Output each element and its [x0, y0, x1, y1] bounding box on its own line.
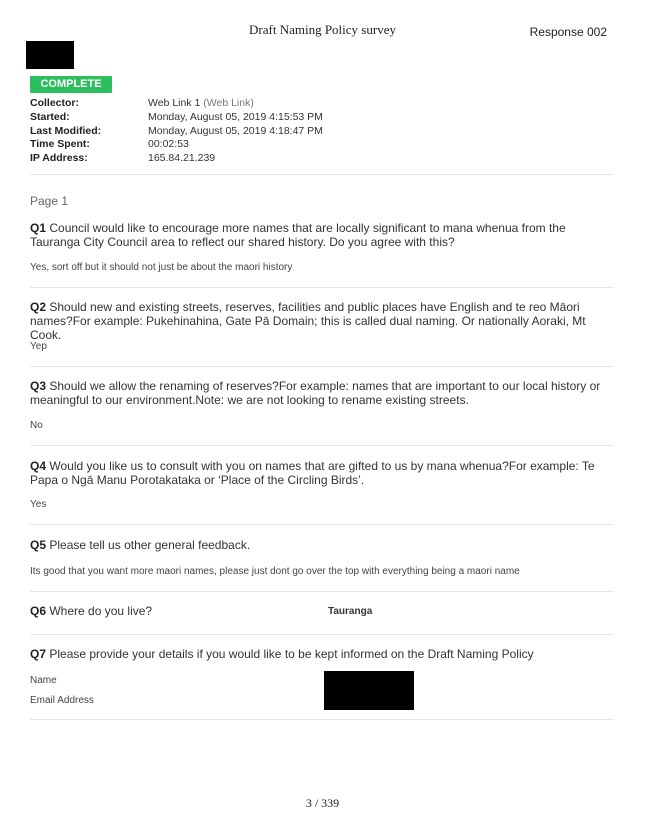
- redacted-details: [324, 671, 414, 710]
- question-text: Council would like to encourage more names that are locally significant to mana whenua from the Tauranga City Council area to reflect our shared history. Do you agree with this?: [30, 221, 566, 249]
- question-text: Please provide your details if you would like to be kept informed on the Draft Naming Policy: [49, 647, 534, 661]
- divider: [30, 174, 614, 175]
- question-text: Where do you live?: [49, 604, 153, 618]
- question-number: Q3: [30, 379, 47, 393]
- page-label: Page 1: [30, 194, 69, 208]
- email-label: Email Address: [30, 695, 94, 706]
- answer-5: Its good that you want more maori names, please just dont go over the top with everything being a maori name: [30, 566, 520, 577]
- meta-ip-address: [30, 152, 330, 166]
- answer-4: Yes: [30, 499, 47, 510]
- question-5: [30, 538, 614, 552]
- status-badge: COMPLETE: [30, 76, 112, 93]
- question-number: Q7: [30, 647, 47, 661]
- response-metadata: [30, 97, 330, 166]
- meta-value: 165.84.21.239: [148, 152, 216, 165]
- question-text: Please tell us other general feedback.: [49, 538, 251, 552]
- meta-label: Last Modified:: [30, 124, 102, 137]
- divider: [30, 366, 614, 367]
- answer-3: No: [30, 420, 43, 431]
- answer-2: Yep: [30, 341, 47, 352]
- question-text: Should we allow the renaming of reserves?For example: names that are important to our local history or meaningful to our environment.Note: we are not looking to rename existing streets.: [30, 379, 601, 407]
- divider: [30, 719, 614, 720]
- page-number: 3 / 339: [305, 796, 340, 810]
- meta-value: Monday, August 05, 2019 4:15:53 PM: [148, 110, 323, 123]
- meta-value: [148, 97, 254, 111]
- divider: [30, 524, 614, 525]
- meta-label: IP Address:: [30, 152, 88, 165]
- divider: [30, 591, 614, 592]
- meta-last-modified: [30, 125, 330, 139]
- divider: [30, 634, 614, 635]
- question-7: [30, 647, 614, 661]
- name-label: Name: [30, 675, 57, 686]
- question-number: Q1: [30, 221, 47, 235]
- question-4: [30, 459, 614, 487]
- meta-value: 00:02:53: [148, 138, 189, 151]
- collector-type: (Web Link): [203, 97, 254, 109]
- question-1: [30, 221, 614, 249]
- meta-value: Monday, August 05, 2019 4:18:47 PM: [148, 124, 323, 137]
- question-3: [30, 379, 614, 407]
- question-number: Q4: [30, 459, 47, 473]
- question-text: Should new and existing streets, reserves, facilities and public places have English and te reo Māori names?For example: Pukehinahina, Gate Pā Domain; this is called dual naming. Or nationally Aoraki, Mt Cook.: [30, 300, 586, 342]
- answer-1: Yes, sort off but it should not just be about the maori history: [30, 262, 293, 273]
- question-text: Would you like us to consult with you on names that are gifted to us by mana whenua?For example: Te Papa o Ngā Manu Porotakataka or ‘Place of the Circling Birds’.: [30, 459, 595, 487]
- response-number: Response 002: [529, 25, 607, 39]
- question-2: [30, 300, 614, 342]
- meta-started: [30, 111, 330, 125]
- meta-label: Collector:: [30, 97, 80, 109]
- divider: [30, 445, 614, 446]
- survey-title: Draft Naming Policy survey: [249, 22, 396, 37]
- question-number: Q2: [30, 300, 47, 314]
- meta-collector: [30, 97, 330, 111]
- question-number: Q6: [30, 604, 47, 618]
- question-number: Q5: [30, 538, 47, 552]
- redacted-logo: [26, 41, 74, 69]
- meta-label: Started:: [30, 110, 70, 123]
- collector-name: Web Link 1: [148, 97, 201, 109]
- answer-6: Tauranga: [328, 606, 373, 617]
- meta-time-spent: [30, 138, 330, 152]
- divider: [30, 287, 614, 288]
- meta-label: Time Spent:: [30, 138, 90, 151]
- question-6: [30, 604, 310, 618]
